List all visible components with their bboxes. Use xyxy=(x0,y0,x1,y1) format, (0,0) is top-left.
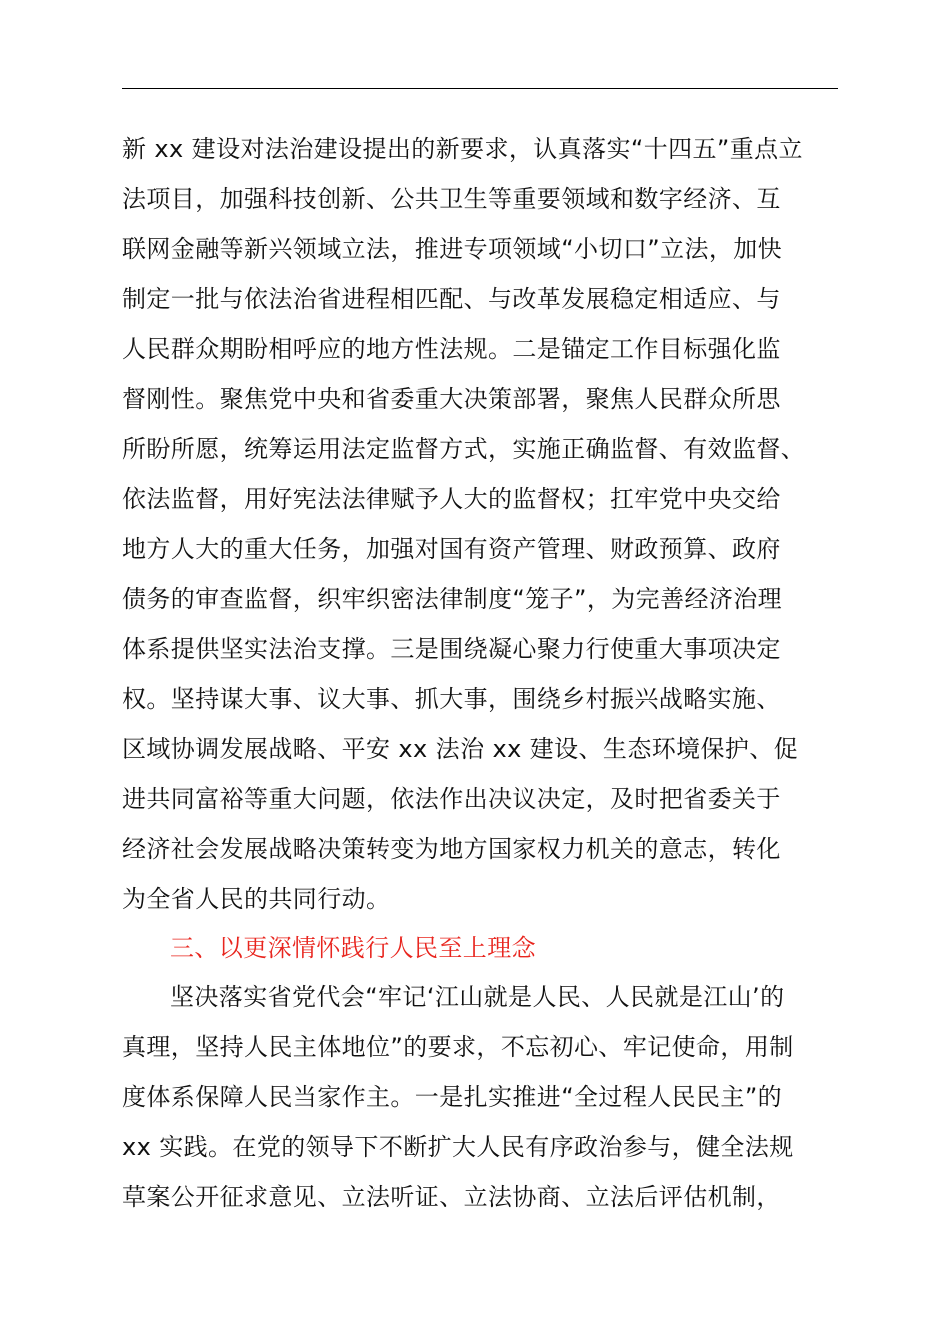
header-rule xyxy=(122,88,838,89)
paragraph-line: 区域协调发展战略、平安 xx 法治 xx 建设、生态环境保护、促 xyxy=(122,735,799,763)
paragraph-line: 法项目，加强科技创新、公共卫生等重要领域和数字经济、互 xyxy=(122,185,781,213)
paragraph-line: 草案公开征求意见、立法听证、立法协商、立法后评估机制， xyxy=(122,1183,781,1211)
paragraph-line: 地方人大的重大任务，加强对国有资产管理、财政预算、政府 xyxy=(122,535,781,563)
paragraph-line: 体系提供坚实法治支撑。三是围绕凝心聚力行使重大事项决定 xyxy=(122,635,781,663)
paragraph-line: 度体系保障人民当家作主。一是扎实推进“全过程人民民主”的 xyxy=(122,1083,783,1111)
paragraph-line: 依法监督，用好宪法法律赋予人大的监督权；扛牢党中央交给 xyxy=(122,485,781,513)
paragraph-line: 为全省人民的共同行动。 xyxy=(122,885,391,913)
paragraph-line: 所盼所愿，统筹运用法定监督方式，实施正确监督、有效监督、 xyxy=(122,435,806,463)
section-heading: 三、以更深情怀践行人民至上理念 xyxy=(170,934,536,962)
paragraph-line: 进共同富裕等重大问题，依法作出决议决定，及时把省委关于 xyxy=(122,785,781,813)
paragraph-line: 坚决落实省党代会“牢记‘江山就是人民、人民就是江山’的 xyxy=(170,983,785,1011)
paragraph-line: 制定一批与依法治省进程相匹配、与改革发展稳定相适应、与 xyxy=(122,285,781,313)
paragraph-line: 人民群众期盼相呼应的地方性法规。二是锚定工作目标强化监 xyxy=(122,335,781,363)
paragraph-line: 真理，坚持人民主体地位”的要求，不忘初心、牢记使命，用制 xyxy=(122,1033,794,1061)
paragraph-line: 新 xx 建设对法治建设提出的新要求，认真落实“十四五”重点立 xyxy=(122,135,803,163)
paragraph-line: 联网金融等新兴领域立法，推进专项领域“小切口”立法，加快 xyxy=(122,235,783,263)
paragraph-line: 权。坚持谋大事、议大事、抓大事，围绕乡村振兴战略实施、 xyxy=(122,685,781,713)
paragraph-line: xx 实践。在党的领导下不断扩大人民有序政治参与，健全法规 xyxy=(122,1133,794,1161)
paragraph-line: 督刚性。聚焦党中央和省委重大决策部署，聚焦人民群众所思 xyxy=(122,385,781,413)
paragraph-line: 债务的审查监督，织牢织密法律制度“笼子”，为完善经济治理 xyxy=(122,585,783,613)
paragraph-line: 经济社会发展战略决策转变为地方国家权力机关的意志，转化 xyxy=(122,835,781,863)
